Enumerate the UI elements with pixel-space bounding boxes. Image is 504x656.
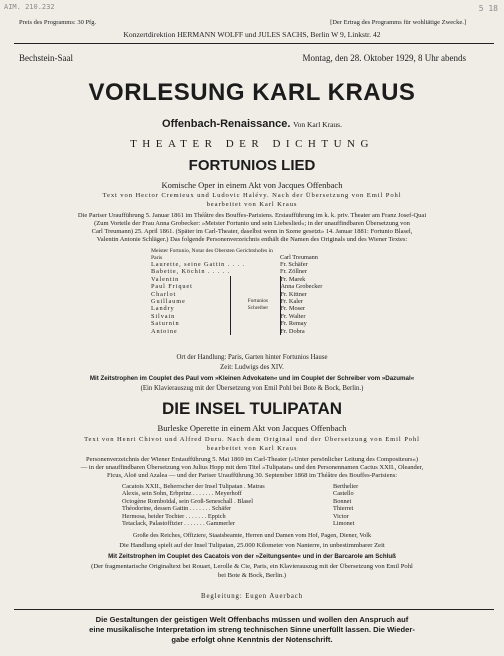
event-date: Montag, den 28. Oktober 1929, 8 Uhr abends (302, 53, 466, 63)
work2-cast (122, 483, 361, 527)
cast-row (151, 268, 325, 275)
work2-arranger: bearbeitet von Karl Kraus (206, 445, 298, 452)
work2-extras: Große des Reiches, Offiziere, Staatsbeamte, Herren und Damen vom Hof, Pagen, Diener, Volk (132, 532, 372, 539)
proceeds-note: [Der Ertrag des Programms für wohltätige Zwecke.] (330, 19, 466, 26)
cast-actor: Victor (333, 512, 349, 520)
work1-text-credit: Text von Hector Cremieux und Ludovic Halévy. Nach der Übersetzung von Emil Pohl (102, 192, 402, 199)
cast-role: Saturnin (151, 320, 180, 328)
history-line: — in der unauffindbaren Übersetzung von Julius Hopp mit dem Titel »Tulipatan« und den Personennamen Cactus XXII., Oleander, (80, 464, 424, 471)
header-rule (14, 43, 494, 44)
cast-row (151, 283, 325, 290)
cast-actor: Berthelier (333, 483, 359, 490)
work1-cast (151, 248, 325, 335)
cast-actor: Fr. Marek (280, 275, 306, 283)
footer-line: Die Gestaltungen der geistigen Welt Offenbachs müssen und wollen den Anspruch auf (95, 615, 409, 624)
cast-actor: Carl Treumann (280, 253, 318, 261)
cast-row (151, 305, 325, 312)
cast-row (122, 483, 361, 490)
subtitle-line (0, 118, 504, 130)
group-label: Schreiber (239, 305, 280, 312)
cast-role: Cacatois XXII., Beherrscher der Insel Tulipatan . Matras (122, 483, 265, 490)
history-line: Personenverzeichnis der Wiener Erstaufführung 5. Mai 1869 im Carl-Theater (»Unter persönlicher Leitung des Compositeurs«) (86, 456, 418, 463)
cast-actor: Bonnet (333, 497, 352, 505)
cast-row (122, 498, 361, 505)
cast-role: Antoine (151, 327, 178, 335)
work1-arranger: bearbeitet von Karl Kraus (206, 201, 298, 208)
history-line: Valentin Antonie Schläger.) Das folgende Personenverzeichnis enthält die Namen des Originals und des Wiener Textes: (96, 236, 408, 243)
work1-title: FORTUNIOS LIED (188, 157, 316, 174)
cast-role: Meister Fortunio, Notar des Obersten Gerichtshofes in Paris (151, 248, 273, 261)
cast-row (151, 248, 325, 261)
footer-rule (14, 609, 494, 610)
archive-signature: AIM. 210.232 (4, 3, 55, 11)
theater-heading: THEATER DER DICHTUNG (130, 138, 374, 150)
work2-note: Mit Zeitstrophen im Couplet des Cacatois von der »Zeitungsente« und in der Barcarole am Schluß (108, 553, 396, 560)
page-title: VORLESUNG KARL KRAUS (88, 79, 416, 106)
cast-role: Landry (151, 305, 175, 313)
page-number: 5 18 (478, 4, 498, 13)
history-line: Die Pariser Uraufführung 5. Januar 1861 im Théâtre des Bouffes-Parisiens. Erstaufführung im k. k. priv. Theater am Franz Josef-Quai (77, 212, 427, 219)
cast-row (151, 313, 325, 320)
history-line: (Zum Vorteile der Frau Anna Grobecker: »Meister Fortunio und sein Liebeslied«; in der unauffindbaren Übersetzung von (94, 220, 410, 227)
cast-role: Charlot (151, 290, 177, 298)
work1-history (10, 212, 494, 244)
work2-setting: Die Handlung spielt auf der Insel Tulipatan, 25.000 Kilometer von Nanterre, in unbestimmbarer Zeit (119, 542, 385, 549)
cast-role: Tetaclack, Palastoffizier . . . . . . . Gammerler (122, 520, 235, 528)
work2-score-1: (Der fragmentarische Originaltext bei Rouart, Lerolle & Cie, Paris, ein Klavierauszug mit der Übersetzung von Emil Pohl (91, 563, 413, 570)
cast-actor: Thierret (333, 505, 354, 513)
cast-actor: Castello (333, 490, 354, 498)
work2-score-2: bei Bote & Bock, Berlin.) (217, 572, 287, 579)
cast-row (151, 291, 325, 298)
cast-actor: Limonet (333, 520, 355, 528)
subtitle: Offenbach-Renaissance. (162, 118, 291, 130)
cast-row (151, 298, 325, 305)
work1-genre: Komische Oper in einem Akt von Jacques Offenbach (161, 180, 343, 190)
cast-row (151, 320, 325, 327)
cast-actor: Fr. Remay (280, 320, 307, 328)
cast-role: Alexis, sein Sohn, Erbprinz . . . . . . . Meyerhoff (122, 490, 242, 498)
cast-role: Octogène Romboïdal, sein Groß-Seneschall . Blasel (122, 497, 253, 505)
footer-line: gabe erfolgt ohne Kenntnis der Notenschrift. (171, 635, 333, 644)
cast-role: Paul Friquet (151, 283, 193, 291)
cast-role: Théodorine, dessen Gattin . . . . . . . Schäfer (122, 505, 232, 513)
cast-actor: Fr. Kaler (280, 298, 303, 306)
accompaniment: Begleitung: Eugen Auerbach (201, 593, 303, 600)
work1-time: Zeit: Ludwigs des XIV. (220, 364, 284, 371)
cast-actor: Fr. Dobra (280, 327, 305, 335)
work2-genre: Burleske Operette in einem Akt von Jacques Offenbach (157, 423, 347, 433)
footer-line: eine musikalische Interpretation im streng technischen Sinne unerfüllt lassen. Die Wieder- (89, 625, 415, 634)
cast-row (122, 505, 361, 512)
cast-role: Valentin (151, 275, 180, 283)
cast-role: Guillaume (151, 298, 186, 306)
cast-role: Babette, Köchin . . . . . (151, 268, 231, 276)
work2-history (10, 456, 494, 480)
cast-row (151, 261, 325, 268)
cast-role: Laurette, seine Gattin . . . . (151, 261, 245, 268)
cast-actor: Fr. Walter (280, 312, 306, 320)
subtitle-author: Von Karl Kraus. (293, 120, 342, 129)
work2-text-credit: Text von Henri Chivot und Alfred Duru. Nach dem Original und der Übersetzung von Emil Pohl (84, 436, 420, 443)
cast-role: Silvain (151, 312, 176, 320)
cast-actor: Anna Grobecker (280, 283, 323, 291)
group-label: Fortunios (239, 298, 280, 305)
cast-row (122, 490, 361, 497)
cast-actor: Fr. Kittner (280, 290, 307, 298)
work2-title: DIE INSEL TULIPATAN (161, 399, 343, 418)
cast-row (122, 513, 361, 520)
cast-row (122, 520, 361, 527)
footer-statement (10, 615, 494, 645)
cast-actor: Fr. Schäfer (280, 261, 308, 268)
history-line: Ficus, Aloë und Azalea — und der Pariser Uraufführung 30. September 1868 im Théâtre des Bouffes-Parisiens: (106, 472, 398, 479)
cast-role: Hermosa, beider Tochter . . . . . . . Eppich (122, 512, 226, 520)
work1-setting: Ort der Handlung: Paris, Garten hinter Fortunios Hause (176, 354, 328, 361)
agency-line: Konzertdirektion HERMANN WOLFF und JULES SACHS, Berlin W 9, Linkstr. 42 (123, 30, 381, 39)
cast-actor: Fr. Moser (280, 305, 305, 313)
history-line: Carl Treumann) 25. April 1861. (Später im Carl-Theater, daselbst wenn in Szene gesetzt» 14. Januar 1881: Fortunio Blasel, (91, 228, 413, 235)
venue: Bechstein-Saal (19, 53, 73, 63)
cast-row (151, 276, 325, 283)
cast-row (151, 328, 325, 335)
cast-actor: Fr. Zöllner (280, 268, 307, 276)
work1-note: Mit Zeitstrophen im Couplet des Paul vom »Kleinen Advokaten« und im Couplet der Schreiber vom »Dazumal« (89, 375, 415, 382)
work1-score: (Ein Klavierauszug mit der Übersetzung von Emil Pohl bei Bote & Bock, Berlin.) (140, 385, 364, 392)
price-note: Preis des Programms: 30 Pfg. (19, 19, 97, 26)
